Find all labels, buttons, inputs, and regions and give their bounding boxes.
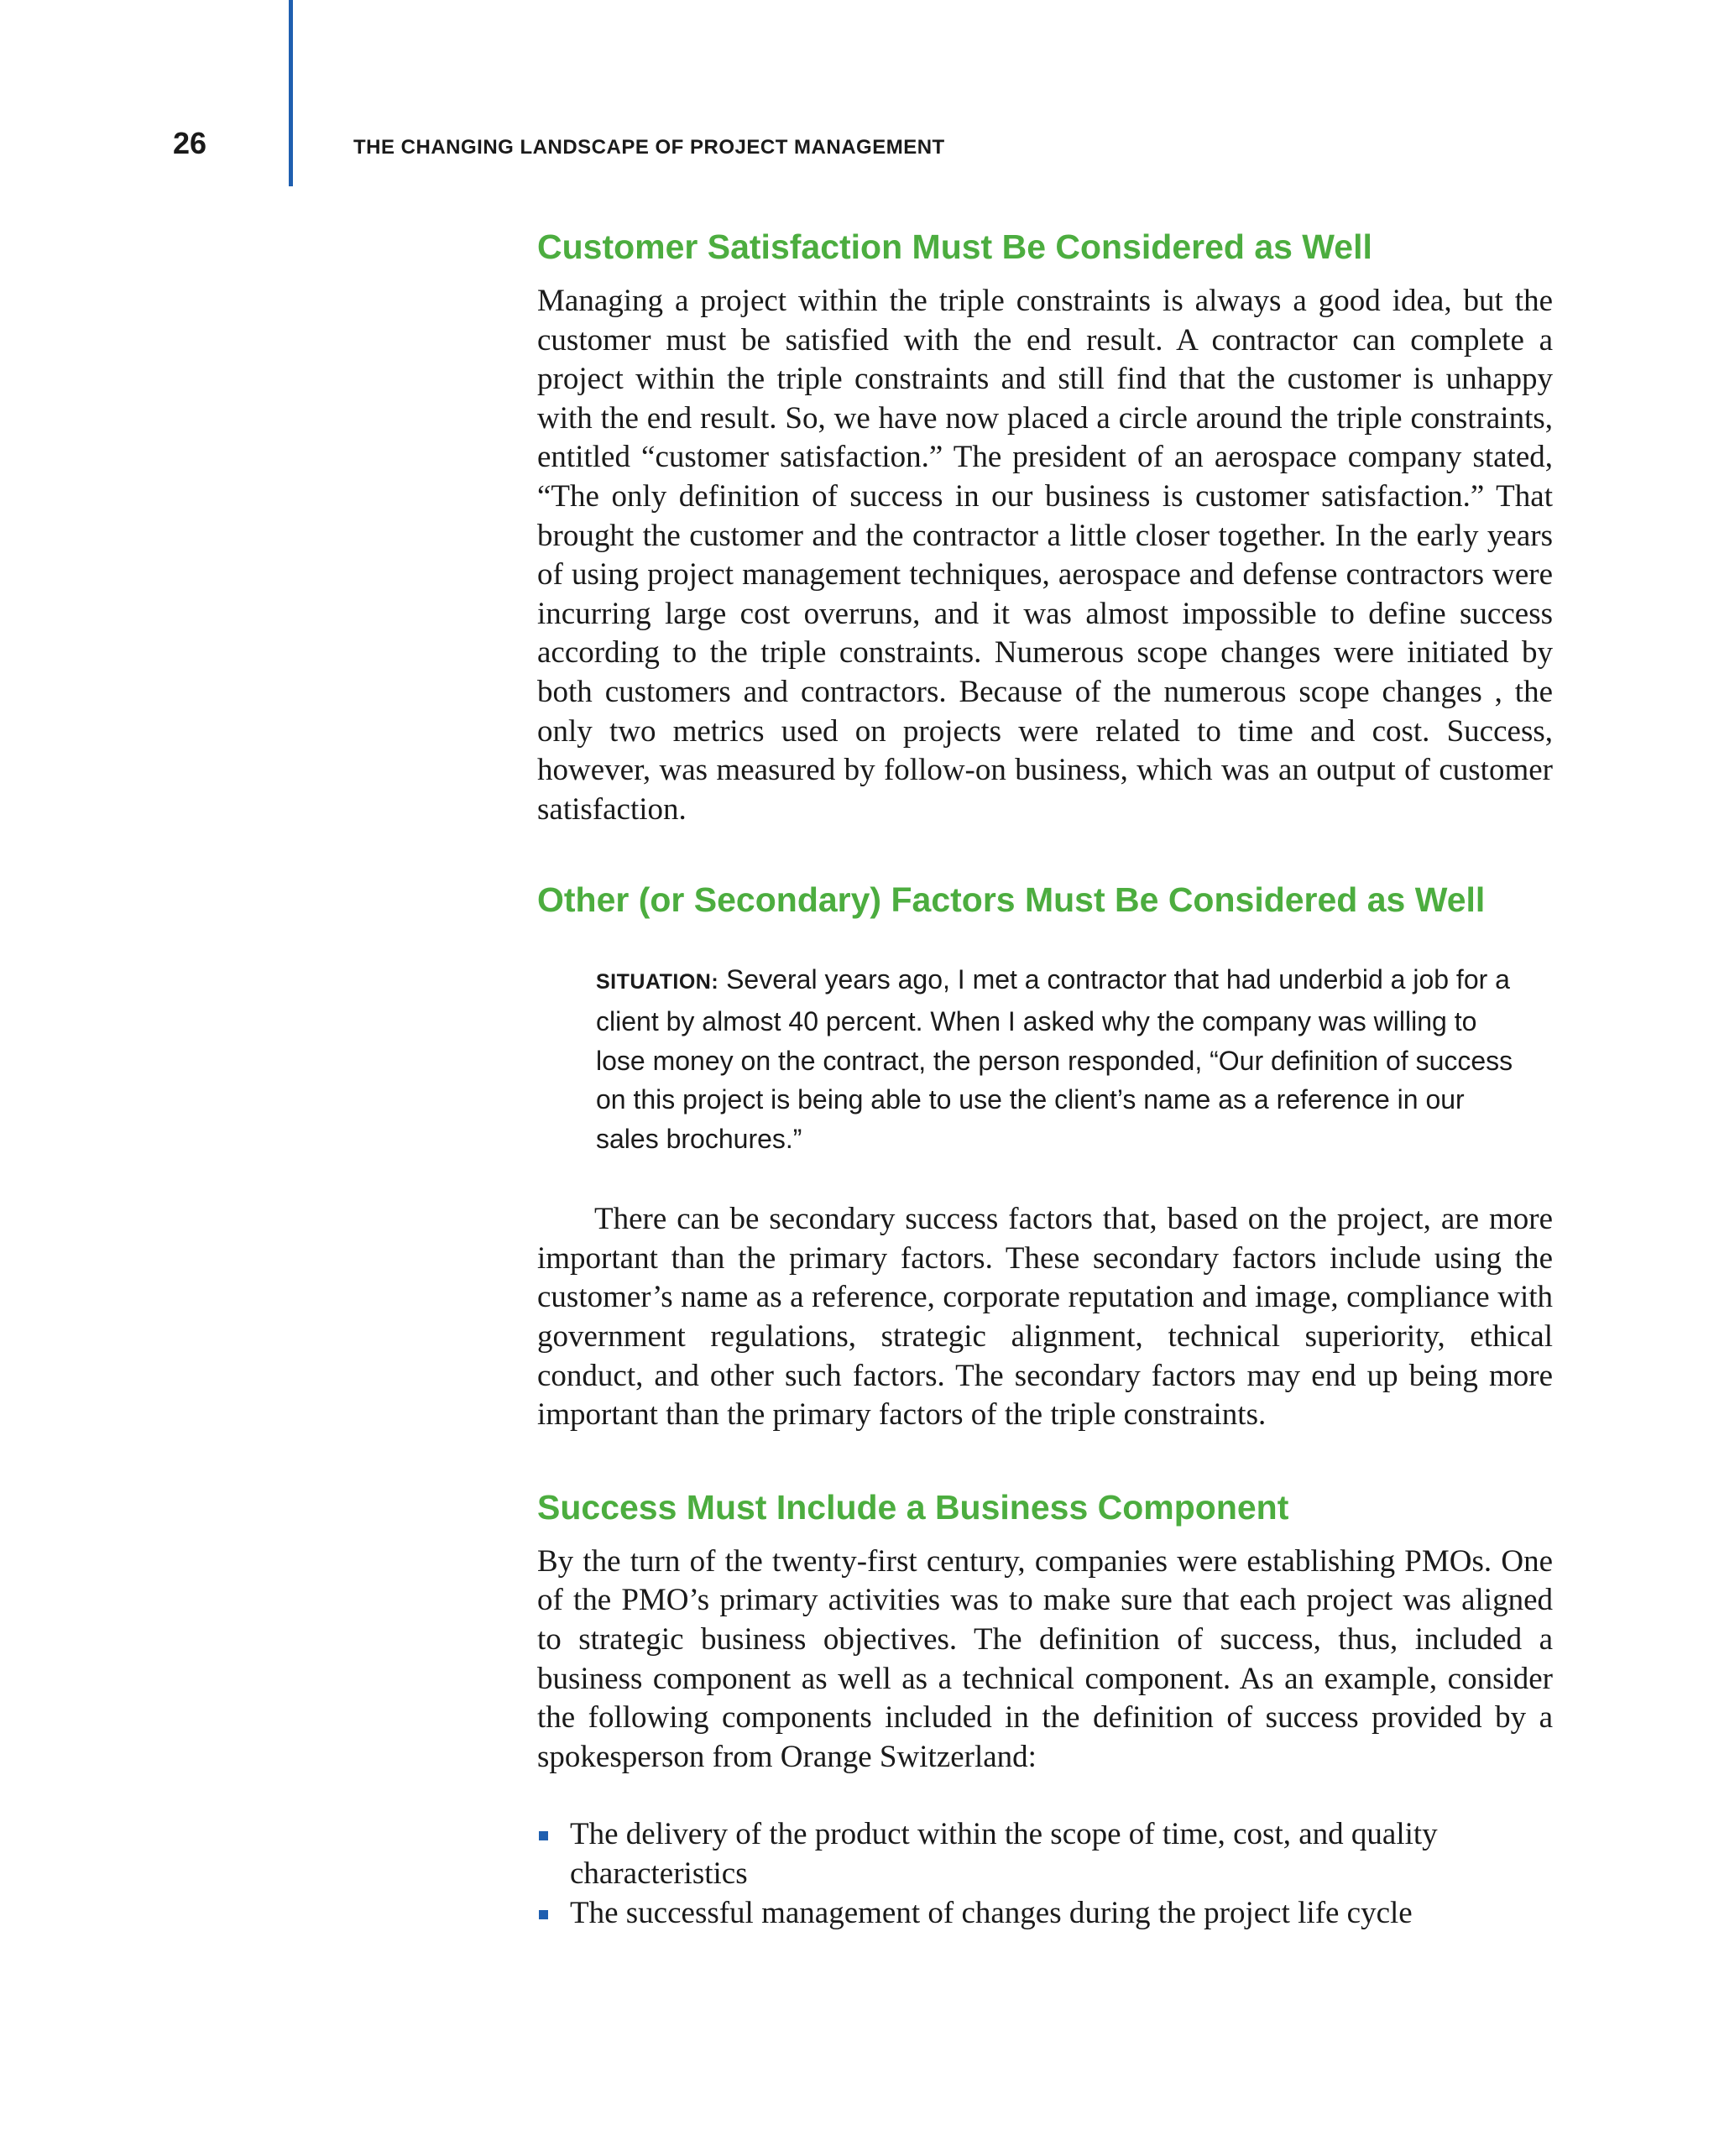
paragraph-secondary-factors: There can be secondary success factors that, based on the project, are more important than the primary factors. These secondary factors include using the customer’s name as a reference, corporate reputation and image, compliance with government regulations, strategic alignment, technical superiority, ethical conduct, and other such factors. The secondary factors may end up being more important than the primary factors of the triple constraints. xyxy=(537,1202,1553,1433)
paragraph-business-component: By the turn of the twenty-first century, companies were establishing PMOs. One of the PMO’s primary activities was to make sure that each project was aligned to strategic business objectives. The definition of success, thus, included a business component as well as a technical component. As an example, consider the following components included in the definition of success provided by a spokesperson from Orange Switzerland: xyxy=(537,1543,1553,1774)
square-bullet-icon xyxy=(539,1910,548,1919)
section-business-component xyxy=(537,1487,1553,1933)
header-vertical-rule xyxy=(289,0,293,186)
page-number: 26 xyxy=(173,126,207,160)
heading-business-component: Success Must Include a Business Component xyxy=(537,1487,1289,1527)
success-components-list xyxy=(537,1815,1553,1933)
list-item xyxy=(537,1815,1553,1893)
running-head: THE CHANGING LANDSCAPE OF PROJECT MANAGEMENT xyxy=(353,136,945,159)
heading-secondary-factors: Other (or Secondary) Factors Must Be Considered as Well xyxy=(537,880,1486,920)
section-customer-satisfaction xyxy=(537,227,1553,829)
heading-customer-satisfaction: Customer Satisfaction Must Be Considered as Well xyxy=(537,227,1372,266)
situation-text: Several years ago, I met a contractor that had underbid a job for a client by almost 40 percent. When I asked why the company was willing to lose money on the contract, the person responded, “Our definition of success on this project is being able to use the client’s name as a reference in our sales brochures.” xyxy=(596,964,1513,1154)
situation-label: SITUATION: xyxy=(596,970,719,994)
page-content xyxy=(537,227,1553,1933)
square-bullet-icon xyxy=(539,1831,548,1840)
section-secondary-factors xyxy=(537,880,1553,1435)
list-item-text: The successful management of changes during the project life cycle xyxy=(570,1895,1413,1930)
situation-callout xyxy=(596,960,1519,1158)
paragraph-customer-satisfaction: Managing a project within the triple constraints is always a good idea, but the customer must be satisfied with the end result. A contractor can complete a project within the triple constraints and still find that the customer is unhappy with the end result. So, we have now placed a circle around the triple constraints, entitled “customer satisfaction.” The president of an aerospace company stated, “The only definition of success in our business is customer satisfaction.” That brought the customer and the contractor a little closer together. In the early years of using project management techniques, aerospace and defense contractors were incurring large cost overruns, and it was almost impossible to define success according to the triple constraints. Numerous scope changes were initiated by both customers and contractors. Because of the numerous scope changes , the only two metrics used on projects were related to time and cost. Success, however, was measured by follow-on business, which was an output of customer satisfaction. xyxy=(537,284,1553,827)
list-item-text: The delivery of the product within the scope of time, cost, and quality characteristics xyxy=(570,1817,1438,1891)
list-item xyxy=(537,1894,1553,1934)
